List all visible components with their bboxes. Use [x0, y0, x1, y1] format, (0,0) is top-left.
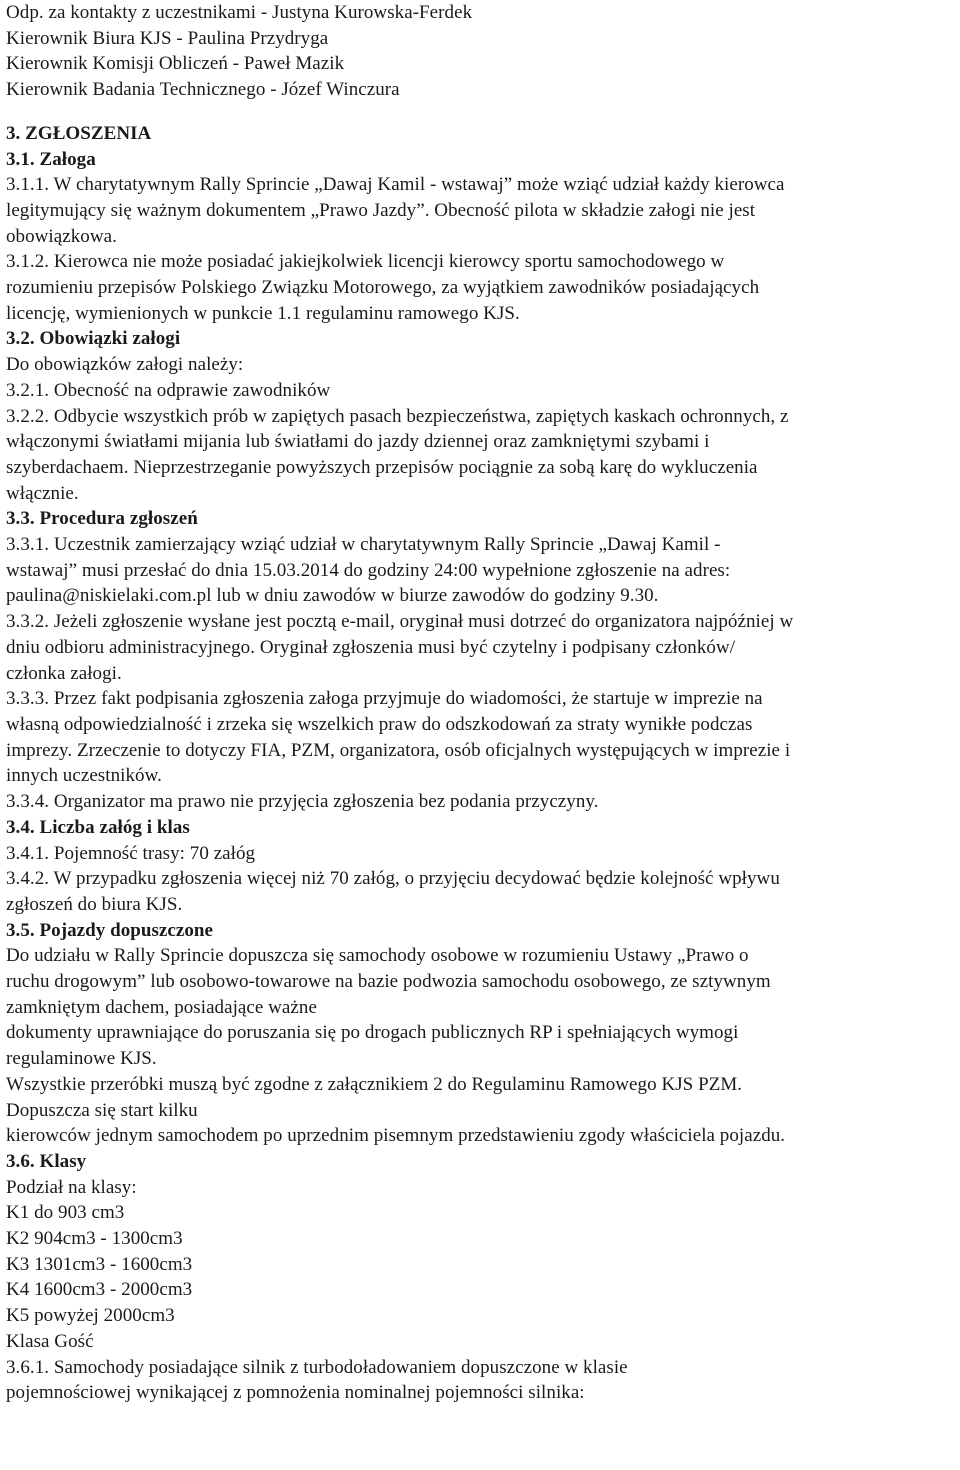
- text-line: zamkniętym dachem, posiadające ważne: [6, 996, 317, 1018]
- text-line: 3.4.2. W przypadku zgłoszenia więcej niż 70 załóg, o przyjęciu decydować będzie kolejność wpływu: [6, 868, 780, 890]
- text-line: 3.1.1. W charytatywnym Rally Sprincie „Dawaj Kamil - wstawaj” może wziąć udział każdy kierowca: [6, 174, 785, 196]
- text-line: włącznie.: [6, 482, 79, 504]
- text-line: Klasa Gość: [6, 1330, 94, 1352]
- text-line: 3.6.1. Samochody posiadające silnik z turbodoładowaniem dopuszczone w klasie: [6, 1356, 628, 1378]
- text-line: K1 do 903 cm3: [6, 1202, 125, 1224]
- text-line: zgłoszeń do biura KJS.: [6, 893, 183, 915]
- text-line: licencję, wymienionych w punkcie 1.1 regulaminu ramowego KJS.: [6, 302, 520, 324]
- text-line: szyberdachaem. Nieprzestrzeganie powyższych przepisów pociągnie za sobą karę do wykluczenia: [6, 456, 758, 478]
- text-line: rozumieniu przepisów Polskiego Związku Motorowego, za wyjątkiem zawodników posiadających: [6, 277, 760, 299]
- text-line: obowiązkowa.: [6, 225, 117, 247]
- text-line: własną odpowiedzialność i zrzeka się wszelkich praw do odszkodowań za straty wynikłe podczas: [6, 713, 753, 735]
- text-line: kierowców jednym samochodem po uprzednim pisemnym przedstawieniu zgody właściciela pojazdu.: [6, 1125, 786, 1147]
- section-heading: 3.2. Obowiązki załogi: [6, 328, 181, 350]
- text-line: innych uczestników.: [6, 765, 162, 787]
- text-line: 3.3.3. Przez fakt podpisania zgłoszenia załoga przyjmuje do wiadomości, że startuje w imprezie na: [6, 688, 763, 710]
- text-line: 3.3.4. Organizator ma prawo nie przyjęcia zgłoszenia bez podania przyczyny.: [6, 791, 599, 813]
- text-line: Dopuszcza się start kilku: [6, 1099, 198, 1121]
- section-heading: 3.1. Załoga: [6, 148, 96, 170]
- text-line: 3.2.1. Obecność na odprawie zawodników: [6, 379, 331, 401]
- text-line: włączonymi światłami mijania lub światłami do jazdy dziennej oraz zamkniętymi szybami i: [6, 431, 710, 453]
- text-line: K4 1600cm3 - 2000cm3: [6, 1279, 193, 1301]
- text-line: dokumenty uprawniające do poruszania się po drogach publicznych RP i spełniających wymogi: [6, 1022, 739, 1044]
- text-line: K5 powyżej 2000cm3: [6, 1305, 175, 1327]
- text-line: imprezy. Zrzeczenie to dotyczy FIA, PZM, organizatora, osób oficjalnych występujących w imprezie i: [6, 739, 791, 761]
- text-line: członka załogi.: [6, 662, 122, 684]
- text-line: Kierownik Badania Technicznego - Józef Winczura: [6, 79, 400, 101]
- text-line: Odp. za kontakty z uczestnikami - Justyna Kurowska-Ferdek: [6, 2, 473, 23]
- text-line: legitymujący się ważnym dokumentem „Prawo Jazdy”. Obecność pilota w składzie załogi nie jest: [6, 199, 756, 221]
- text-line: Do udziału w Rally Sprincie dopuszcza się samochody osobowe w rozumieniu Ustawy „Prawo o: [6, 945, 749, 967]
- text-line: Do obowiązków załogi należy:: [6, 354, 244, 376]
- text-line: 3.1.2. Kierowca nie może posiadać jakiejkolwiek licencji kierowcy sportu samochodowego w: [6, 251, 725, 273]
- text-line: wstawaj” musi przesłać do dnia 15.03.2014 do godziny 24:00 wypełnione zgłoszenie na adres:: [6, 559, 731, 581]
- text-line: paulina@niskielaki.com.pl lub w dniu zawodów w biurze zawodów do godziny 9.30.: [6, 585, 659, 607]
- text-line: pojemnościowej wynikającej z pomnożenia nominalnej pojemności silnika:: [6, 1382, 585, 1404]
- section-heading: 3.6. Klasy: [6, 1150, 87, 1172]
- text-line: 3.4.1. Pojemność trasy: 70 załóg: [6, 842, 256, 864]
- text-line: 3.3.1. Uczestnik zamierzający wziąć udział w charytatywnym Rally Sprincie „Dawaj Kamil -: [6, 534, 721, 556]
- text-line: K3 1301cm3 - 1600cm3: [6, 1253, 193, 1275]
- text-line: 3.2.2. Odbycie wszystkich prób w zapiętych pasach bezpieczeństwa, zapiętych kaskach ochronnych, z: [6, 405, 789, 427]
- text-line: 3.3.2. Jeżeli zgłoszenie wysłane jest pocztą e-mail, oryginał musi dotrzeć do organizatora najpóźniej w: [6, 611, 794, 633]
- text-line: Podział na klasy:: [6, 1176, 137, 1198]
- section-heading: 3.5. Pojazdy dopuszczone: [6, 919, 214, 941]
- section-heading: 3. ZGŁOSZENIA: [6, 122, 152, 144]
- text-line: Kierownik Biura KJS - Paulina Przydryga: [6, 27, 329, 49]
- text-line: Wszystkie przeróbki muszą być zgodne z załącznikiem 2 do Regulaminu Ramowego KJS PZM.: [6, 1073, 743, 1095]
- section-heading: 3.3. Procedura zgłoszeń: [6, 508, 198, 530]
- text-line: Kierownik Komisji Obliczeń - Paweł Mazik: [6, 53, 345, 75]
- text-line: K2 904cm3 - 1300cm3: [6, 1228, 183, 1250]
- text-line: dniu odbioru administracyjnego. Oryginał zgłoszenia musi być czytelny i podpisany członków/: [6, 636, 736, 658]
- text-line: regulaminowe KJS.: [6, 1048, 157, 1070]
- text-line: ruchu drogowym” lub osobowo-towarowe na bazie podwozia samochodu osobowego, ze sztywnym: [6, 971, 771, 993]
- spacer: [6, 103, 954, 121]
- section-heading: 3.4. Liczba załóg i klas: [6, 816, 190, 838]
